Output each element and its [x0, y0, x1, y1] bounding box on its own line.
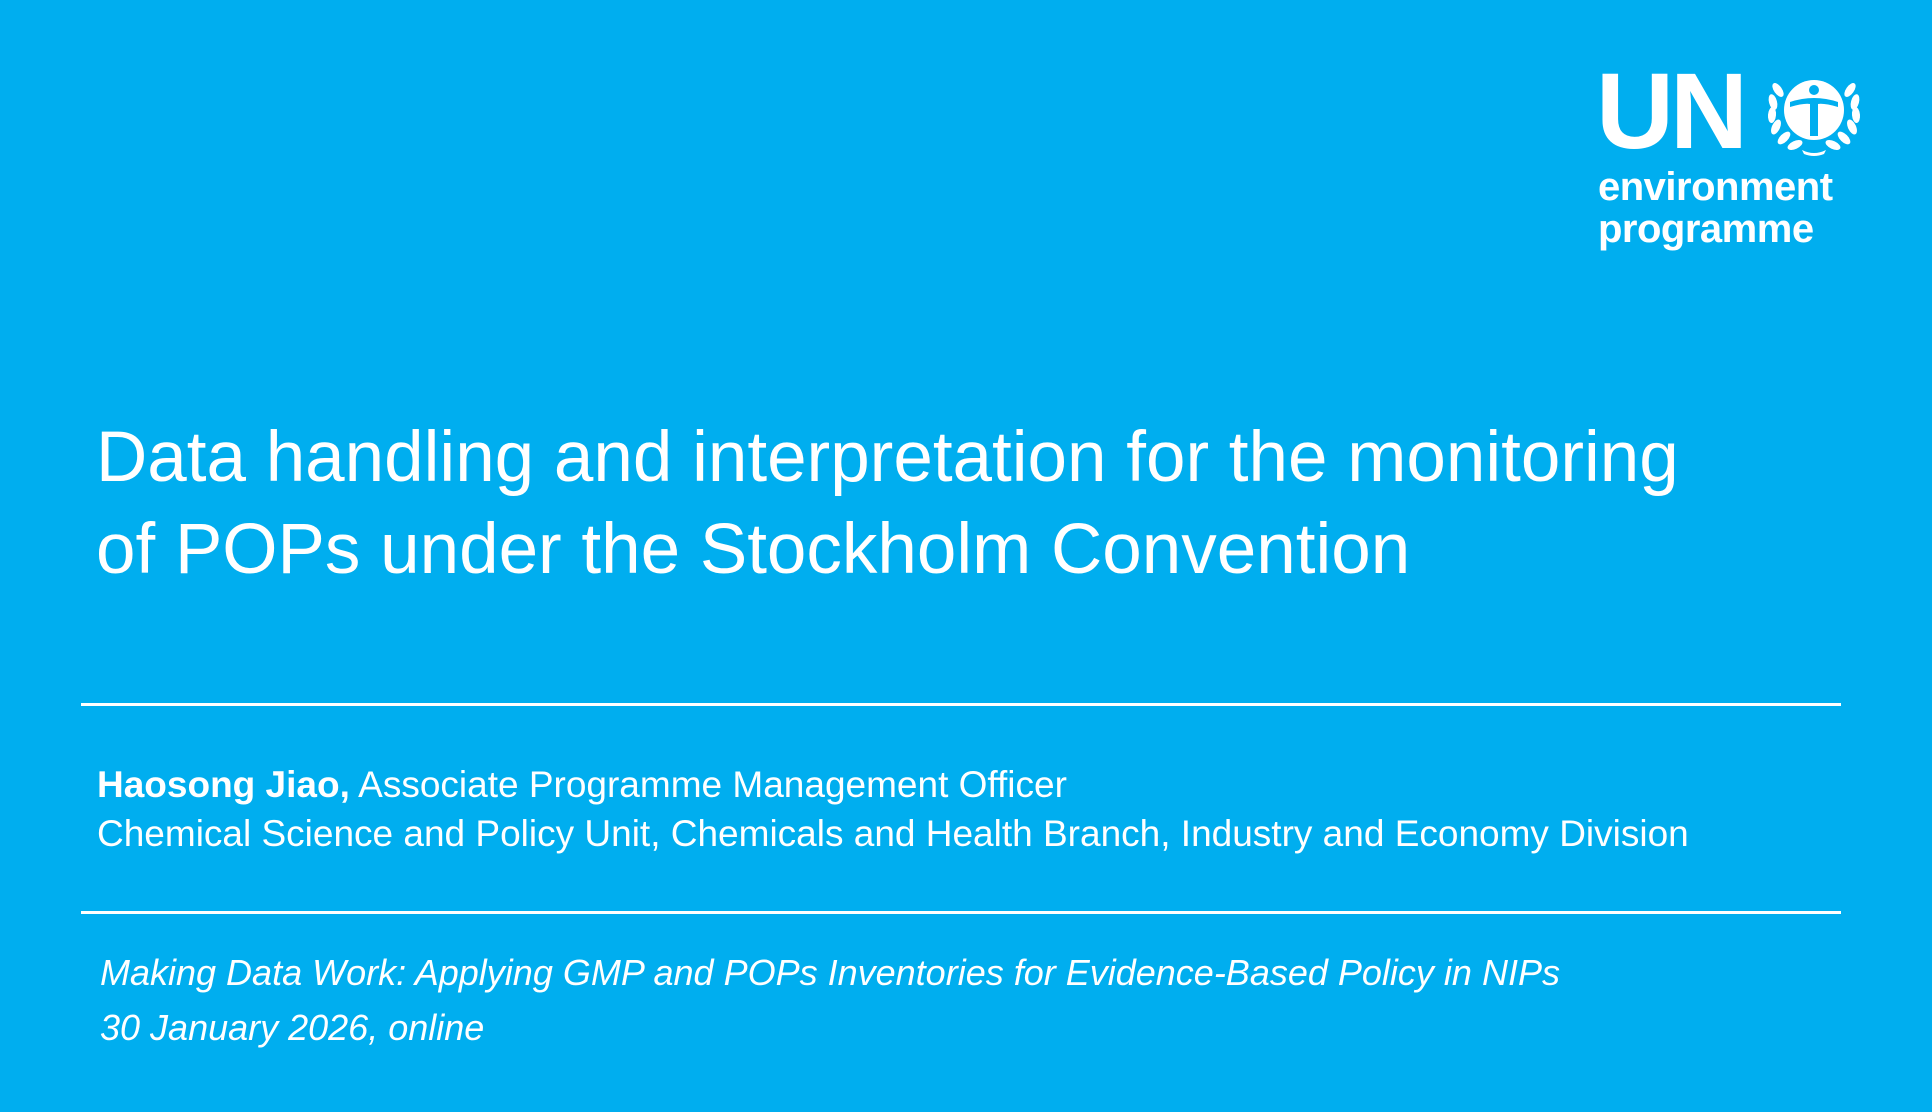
- event-date-location: 30 January 2026, online: [100, 1007, 485, 1048]
- divider-top: [81, 703, 1841, 706]
- logo-line-programme: programme: [1598, 207, 1814, 251]
- presenter-role: Associate Programme Management Officer: [358, 764, 1067, 805]
- un-environment-emblem-icon: [1764, 66, 1864, 156]
- logo-top-row: [1596, 50, 1744, 171]
- presenter-block: [97, 760, 1877, 858]
- logo-line-environment: environment: [1598, 165, 1833, 209]
- presentation-title: [96, 412, 1886, 596]
- title-line-1: Data handling and interpretation for the monitoring: [96, 418, 1679, 497]
- un-environment-programme-logo: [1596, 50, 1866, 266]
- divider-bottom: [81, 911, 1841, 914]
- title-line-2: of POPs under the Stockholm Convention: [96, 510, 1411, 589]
- logo-un-mark: UN: [1596, 50, 1744, 171]
- presenter-affiliation: Chemical Science and Policy Unit, Chemicals and Health Branch, Industry and Economy Division: [97, 813, 1689, 854]
- event-block: [100, 945, 1880, 1055]
- presenter-line: [97, 760, 1877, 809]
- presenter-name: Haosong Jiao,: [97, 764, 350, 805]
- event-name: Making Data Work: Applying GMP and POPs Inventories for Evidence-Based Policy in NIPs: [100, 952, 1560, 993]
- logo-wordmark: [1598, 166, 1833, 250]
